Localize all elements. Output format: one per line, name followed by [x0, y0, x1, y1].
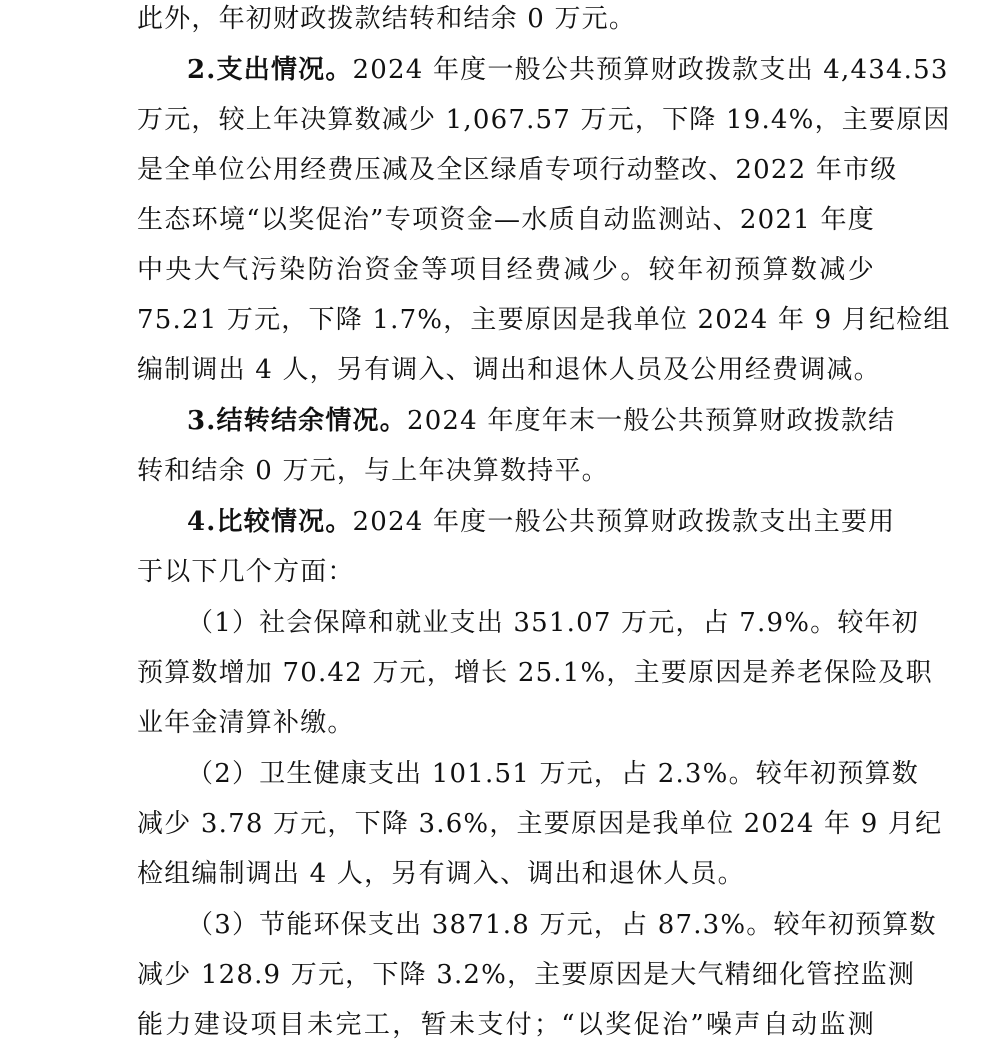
line-text: 75.21 万元，下降 1.7%，主要原因是我单位 2024 年 9 月纪检组 [137, 305, 951, 335]
text-line [137, 799, 943, 849]
line-text: 转和结余 0 万元，与上年决算数持平。 [137, 456, 609, 486]
line-text: 2024 年度一般公共预算财政拨款支出主要用 [352, 507, 896, 537]
text-line [137, 446, 875, 496]
line-text: 减少 128.9 万元，下降 3.2%，主要原因是大气精细化管控监测 [137, 960, 916, 990]
line-text: 生态环境“以奖促治”专项资金—水质自动监测站、2021 年度 [137, 205, 875, 235]
text-line [137, 0, 875, 44]
line-text: 能力建设项目未完工，暂未支付；“以奖促治”噪声自动监测 [137, 1010, 875, 1040]
text-line [137, 547, 875, 597]
list-item-line [187, 900, 937, 950]
line-text: 2024 年度一般公共预算财政拨款支出 4,434.53 [352, 55, 949, 85]
text-line [137, 195, 875, 245]
text-line [137, 950, 916, 1000]
line-text: 2024 年度年末一般公共预算财政拨款结 [406, 406, 896, 436]
section-heading-carryover: 3.结转结余情况。 [187, 406, 407, 436]
list-item-line [187, 749, 919, 799]
text-line [137, 145, 898, 195]
text-line [137, 648, 933, 698]
line-text: 万元，较上年决算数减少 1,067.57 万元，下降 19.4%，主要原因 [137, 105, 951, 135]
section-heading-expenditure: 2.支出情况。 [187, 55, 353, 85]
line-text: （1）社会保障和就业支出 351.07 万元，占 7.9%。较年初 [187, 608, 919, 638]
text-line [137, 698, 875, 748]
text-line [137, 95, 951, 145]
section-heading-line [187, 396, 896, 446]
text-line [137, 345, 881, 395]
line-text: 是全单位公用经费压减及全区绿盾专项行动整改、2022 年市级 [137, 155, 898, 185]
line-text: 减少 3.78 万元，下降 3.6%，主要原因是我单位 2024 年 9 月纪 [137, 809, 943, 839]
line-text: 编制调出 4 人，另有调入、调出和退休人员及公用经费调减。 [137, 355, 881, 385]
list-item-line [187, 598, 919, 648]
line-text: 预算数增加 70.42 万元，增长 25.1%，主要原因是养老保险及职 [137, 658, 933, 688]
text-line [137, 295, 951, 345]
section-heading-line [187, 45, 949, 95]
line-text: 中央大气污染防治资金等项目经费减少。较年初预算数减少 [137, 255, 875, 285]
text-line [137, 245, 875, 295]
line-text: （2）卫生健康支出 101.51 万元，占 2.3%。较年初预算数 [187, 759, 919, 789]
text-line [137, 849, 875, 899]
line-text: 于以下几个方面： [137, 557, 355, 587]
section-heading-comparison: 4.比较情况。 [187, 507, 353, 537]
line-text: （3）节能环保支出 3871.8 万元，占 87.3%。较年初预算数 [187, 910, 937, 940]
line-text: 业年金清算补缴。 [137, 708, 355, 738]
line-text: 此外，年初财政拨款结转和结余 0 万元。 [137, 4, 637, 34]
section-heading-line [187, 497, 896, 547]
line-text: 检组编制调出 4 人，另有调入、调出和退休人员。 [137, 859, 745, 889]
